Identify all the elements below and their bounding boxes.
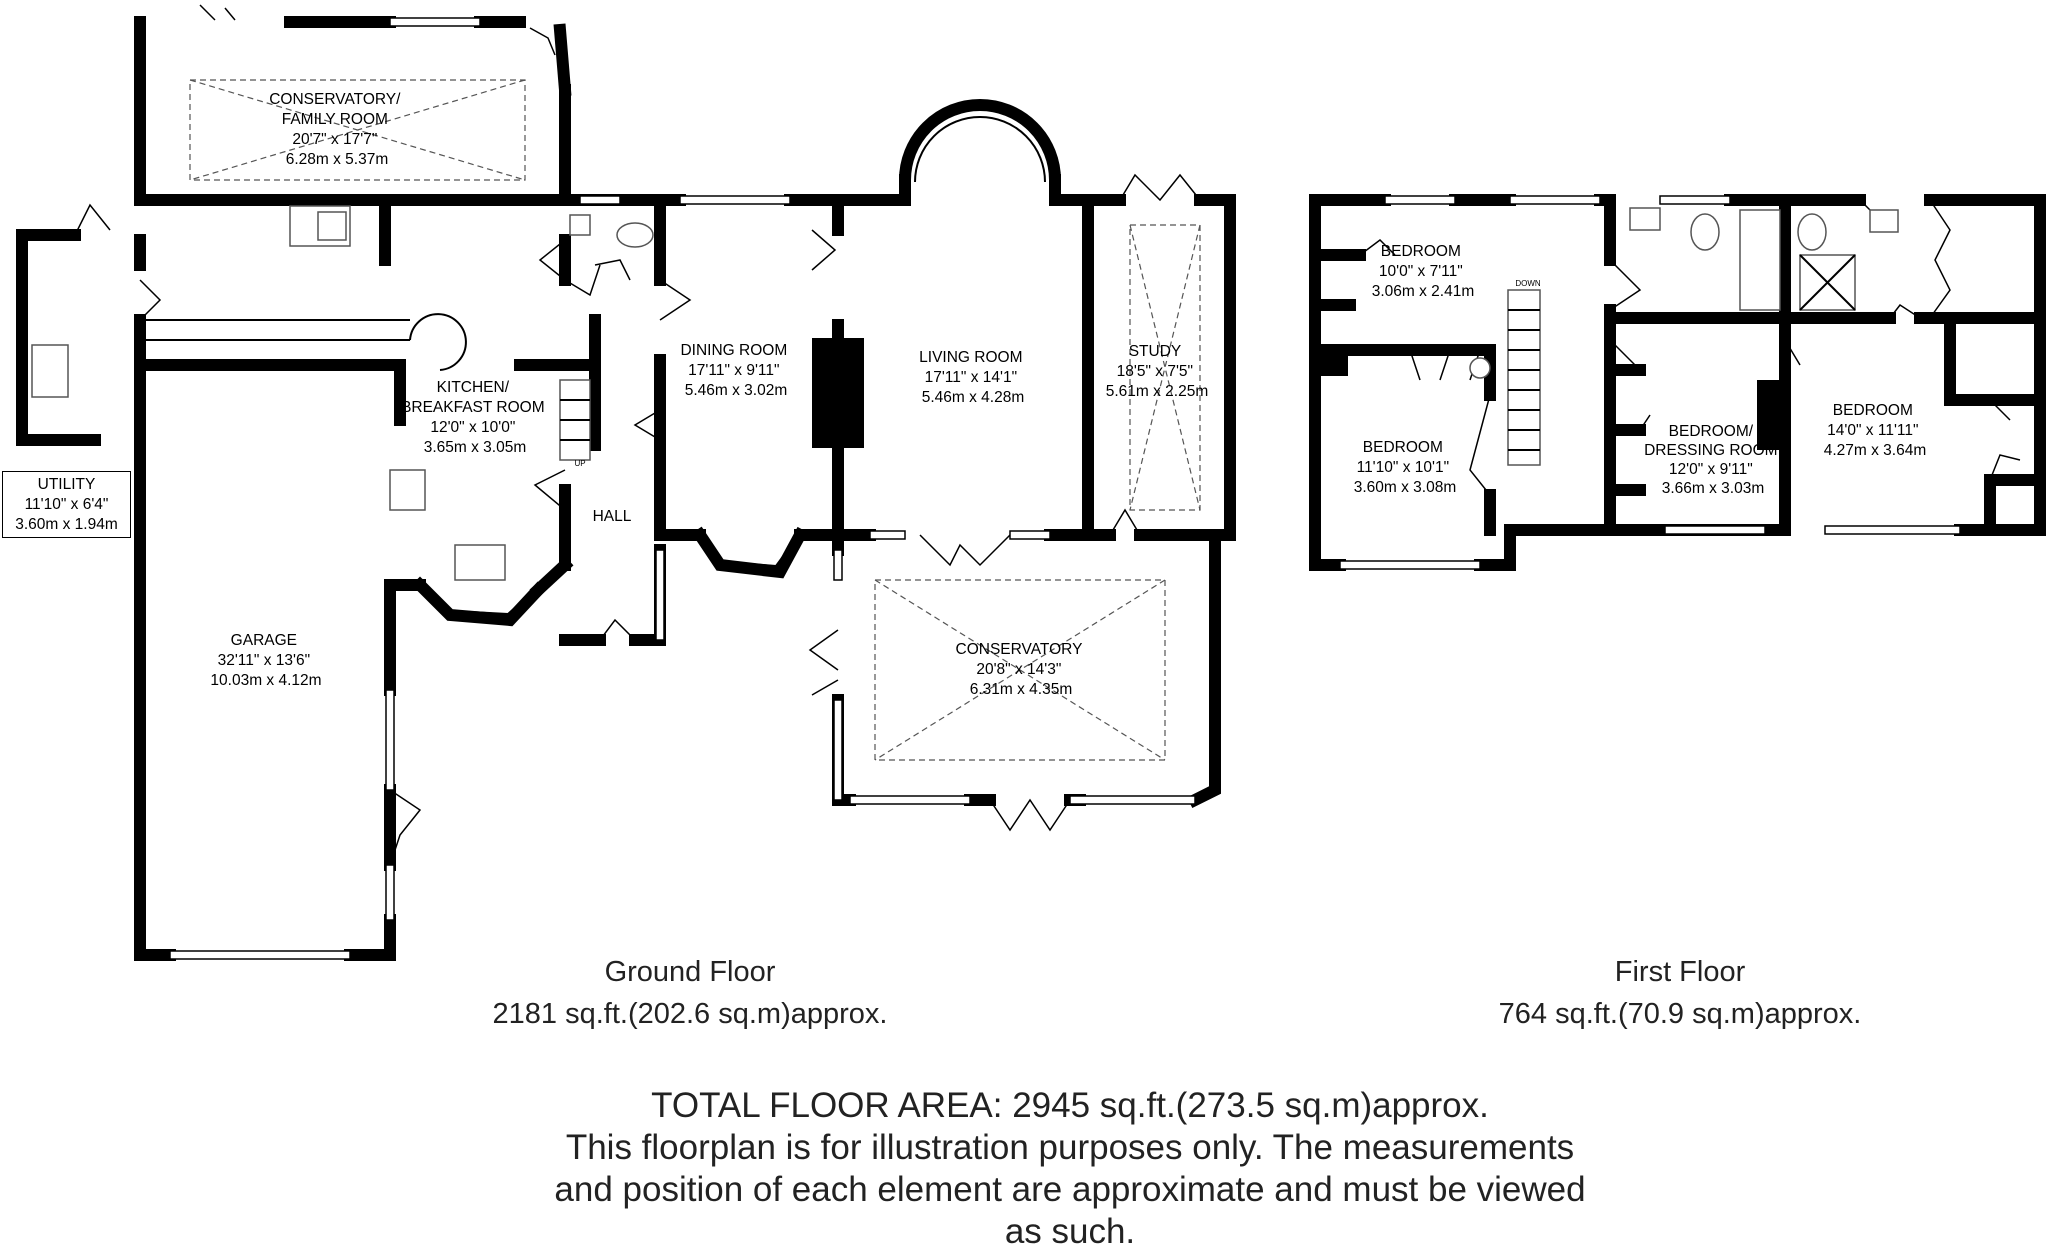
utility-name: UTILITY: [37, 476, 96, 493]
room-label-garage: GARAGE 32'11" x 13'6" 10.03m x 4.12m: [210, 632, 322, 689]
disclaimer-line-1: This floorplan is for illustration purposes only. The measurements: [565, 1128, 1575, 1167]
ground-floor-area: 2181 sq.ft.(202.6 sq.m)approx.: [492, 998, 888, 1030]
stair-label-down: DOWN: [1515, 279, 1541, 288]
room-label-study: STUDY 18'5" x 7'5" 5.61m x 2.25m: [1105, 343, 1209, 400]
room-label-conservatory: CONSERVATORY 20'8" x 14'3" 6.31m x 4.35m: [955, 641, 1083, 698]
room-label-bedroom-right: BEDROOM 14'0" x 11'11" 4.27m x 3.64m: [1823, 402, 1927, 459]
room-labels: [210, 91, 1926, 698]
room-label-bedroom-left: BEDROOM 11'10" x 10'1" 3.60m x 3.08m: [1353, 439, 1457, 496]
stair-label-up: UP: [574, 459, 586, 468]
utility-label-box: [2, 471, 131, 538]
room-label-hall: HALL: [592, 508, 632, 525]
room-label-bedroom-small: BEDROOM 10'0" x 7'11" 3.06m x 2.41m: [1371, 243, 1475, 300]
total-floor-area: TOTAL FLOOR AREA: 2945 sq.ft.(273.5 sq.m)approx.: [651, 1086, 1489, 1125]
utility-size-imperial: 11'10" x 6'4": [24, 496, 109, 513]
first-floor-area: 764 sq.ft.(70.9 sq.m)approx.: [1498, 998, 1862, 1030]
room-label-kitchen: KITCHEN/ BREAKFAST ROOM 12'0" x 10'0" 3.65m x 3.05m: [401, 379, 545, 456]
room-label-dining: DINING ROOM 17'11" x 9'11" 5.46m x 3.02m: [680, 342, 788, 399]
ground-floor-fixtures: [32, 80, 1200, 760]
room-label-conservatory-family: CONSERVATORY/ FAMILY ROOM 20'7" x 17'7" 6.28m x 5.37m: [269, 91, 401, 168]
ground-floor-doors: [75, 5, 1200, 865]
disclaimer-line-2: and position of each element are approximate and must be viewed: [554, 1170, 1586, 1209]
disclaimer-line-3: as such.: [1004, 1212, 1136, 1251]
room-label-living: LIVING ROOM 17'11" x 14'1" 5.46m x 4.28m: [919, 349, 1025, 406]
ground-floor-caption: [400, 951, 980, 1035]
utility-size-metric: 3.60m x 1.94m: [15, 516, 118, 533]
ground-floor-title: Ground Floor: [604, 956, 776, 988]
room-label-bedroom-dressing: BEDROOM/ DRESSING ROOM 12'0" x 9'11" 3.66m x 3.03m: [1644, 423, 1778, 497]
first-floor-title: First Floor: [1614, 956, 1746, 988]
total-area-disclaimer: [400, 1085, 1740, 1253]
first-floor-caption: [1430, 951, 1930, 1035]
